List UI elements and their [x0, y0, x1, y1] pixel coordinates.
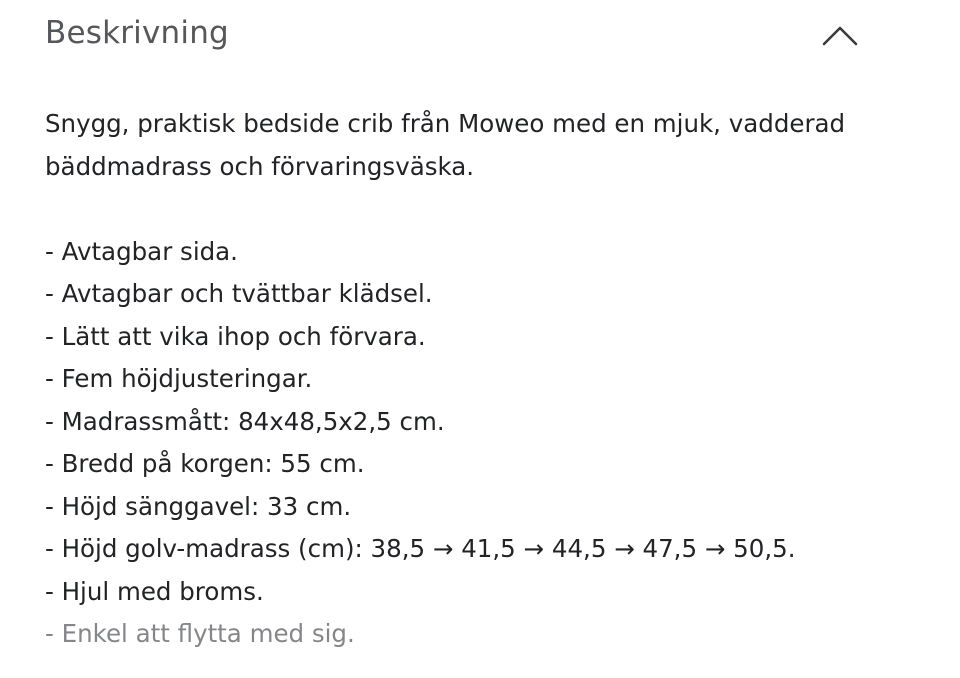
feature-item: - Höjd sänggavel: 33 cm. [45, 491, 352, 521]
feature-item: - Avtagbar sida. [45, 236, 238, 266]
intro-line-1: Snygg, praktisk bedside crib från Moweo med en mjuk, vadderad [45, 109, 846, 138]
description-intro [45, 103, 925, 188]
feature-item: - Höjd golv-madrass (cm): 38,5 → 41,5 → 44,5 → 47,5 → 50,5. [45, 534, 796, 563]
feature-item: - Hjul med broms. [45, 576, 264, 606]
description-section-header[interactable] [0, 0, 960, 72]
feature-item: - Avtagbar och tvättbar klädsel. [45, 279, 433, 308]
feature-item-faded: - Enkel att flytta med sig. [45, 619, 355, 648]
section-title: Beskrivning [45, 15, 229, 51]
feature-item: - Lätt att vika ihop och förvara. [45, 321, 426, 351]
description-body [45, 103, 925, 656]
feature-item: - Madrassmått: 84x48,5x2,5 cm. [45, 406, 445, 436]
intro-line-2: bäddmadrass och förvaringsväska. [45, 151, 475, 181]
feature-item: - Fem höjdjusteringar. [45, 364, 313, 393]
feature-list [45, 231, 925, 656]
feature-item: - Bredd på korgen: 55 cm. [45, 449, 365, 478]
chevron-up-icon[interactable] [822, 24, 858, 46]
